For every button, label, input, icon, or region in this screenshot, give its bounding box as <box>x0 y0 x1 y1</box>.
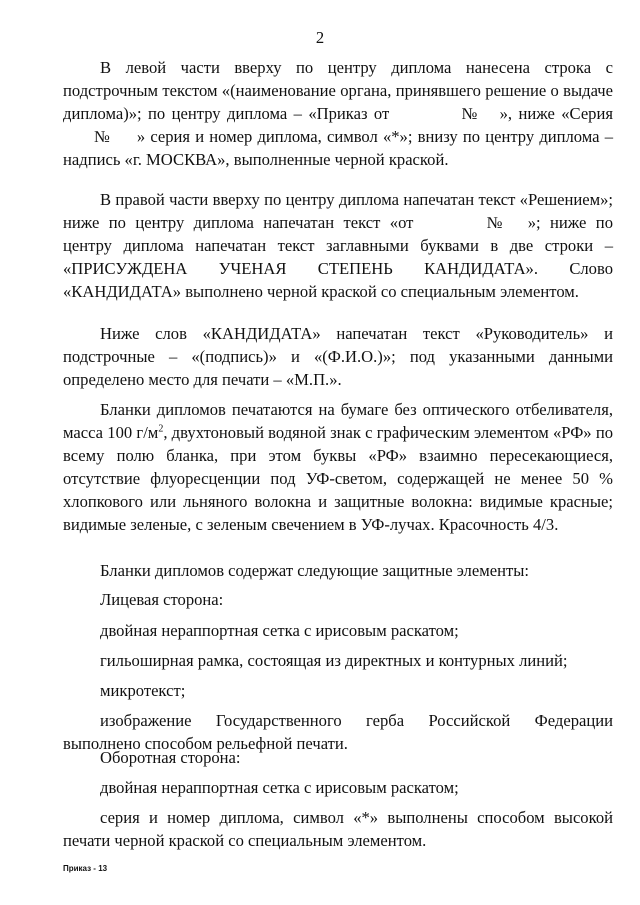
paragraph-right-part <box>63 188 613 303</box>
text-span: »; ниже по центру диплома напечатан текст заглавными буквами в две строки – «ПРИСУЖДЕНА УЧЕНАЯ СТЕПЕНЬ КАНДИДАТА». Слово «КАНДИДАТА» выполнено черной краской со специальным элементом. <box>63 213 613 301</box>
superscript: 2 <box>158 423 164 435</box>
paragraph-item: микротекст; <box>100 681 186 700</box>
paragraph-front-side: Лицевая сторона: <box>100 590 224 609</box>
paragraph-below-candidate: Ниже слов «КАНДИДАТА» напечатан текст «Руководитель» и подстрочные – «(подпись)» и «(Ф.И.О.)»; под указанными данными определено место для печати – «М.П.». <box>63 324 613 389</box>
paragraph-paper <box>63 398 613 536</box>
paragraph-left-part <box>63 56 613 171</box>
text-span: » серия и номер диплома, символ «*»; внизу по центру диплома – надпись «г. МОСКВА», выполненные черной краской. <box>63 127 613 169</box>
text-span: В левой части вверху по центру диплома нанесена строка с подстрочным текстом «(наименование органа, принявшего решение о выдаче диплома)»; по центру диплома – «Приказ от <box>63 58 613 123</box>
text-span: , двухтоновый водяной знак с графическим элементом «РФ» по всему полю бланка, при этом буквы «РФ» взаимно пересекающиеся, отсутствие флуоресценции под УФ-светом, содержащей не менее 50 % хлопкового или льняного волокна и защитные волокна: видимые красные; видимые зеленые, с зеленым свечением в УФ-лучах. Красочность 4/3. <box>63 423 613 534</box>
text-span: № <box>459 104 480 123</box>
text-span: Бланки дипломов печатаются на бумаге без оптического отбеливателя, масса 100 г/м <box>63 400 613 442</box>
paragraph-item: изображение Государственного герба Российской Федерации выполнено способом рельефной печати. <box>63 711 613 753</box>
text-span: № <box>93 127 111 146</box>
footer-note: Приказ - 13 <box>63 864 108 873</box>
paragraph-back-side: Оборотная сторона: <box>100 748 241 767</box>
text-span: », ниже «Серия <box>499 104 613 123</box>
text-span: В правой части вверху по центру диплома напечатан текст «Решением»; ниже по центру диплома напечатан текст «от <box>63 190 613 232</box>
paragraph-item: двойная нераппортная сетка с ирисовым раскатом; <box>100 621 459 640</box>
paragraph-item: гильоширная рамка, состоящая из директных и контурных линий; <box>100 651 568 670</box>
text-span: № <box>481 213 508 232</box>
paragraph-item: двойная нераппортная сетка с ирисовым раскатом; <box>100 778 459 797</box>
paragraph-item: серия и номер диплома, символ «*» выполнены способом высокой печати черной краской со специальным элементом. <box>63 808 613 850</box>
paragraph-security-intro: Бланки дипломов содержат следующие защитные элементы: <box>100 561 529 580</box>
page-number: 2 <box>315 28 325 47</box>
